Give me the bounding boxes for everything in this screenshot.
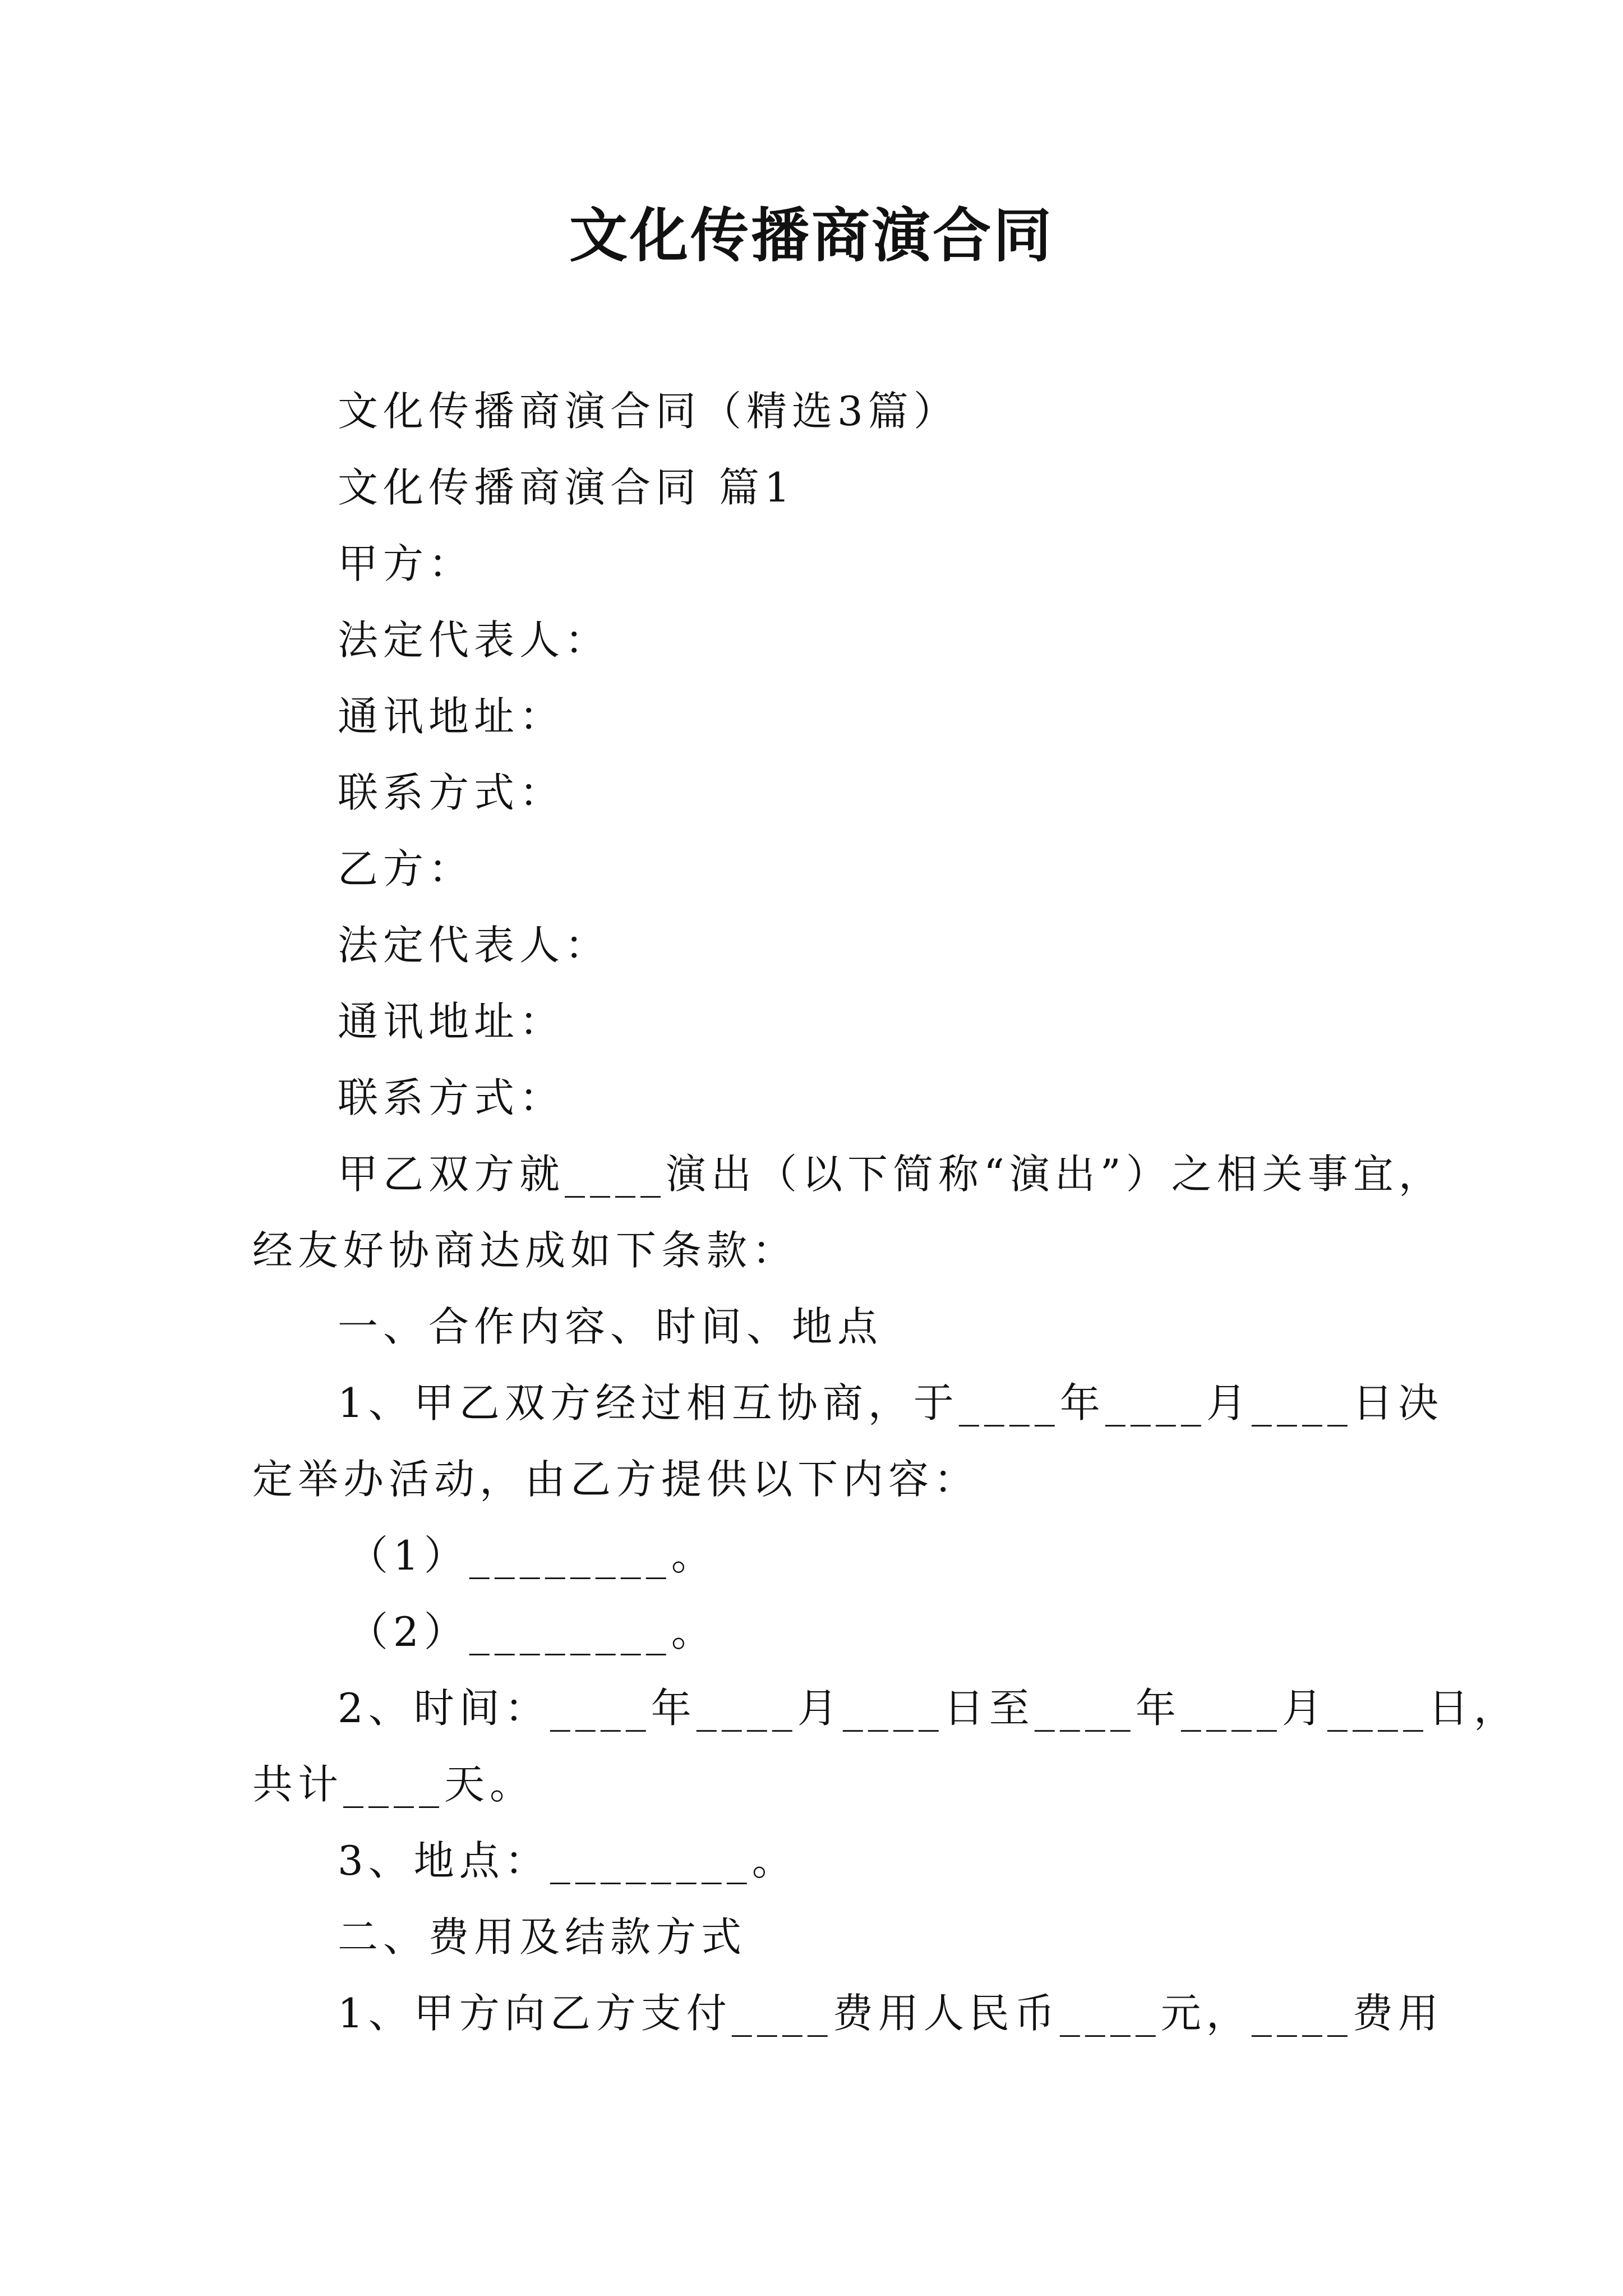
party-a-legal-rep: 法定代表人： [338, 616, 611, 664]
party-b-label: 乙方： [338, 845, 474, 892]
paragraph-intro-line1: 甲乙双方就____演出（以下简称“演出”）之相关事宜， [338, 1151, 1444, 1198]
content-item-1: （1）________。 [348, 1532, 717, 1579]
document-subtitle: 文化传播商演合同（精选3篇） [338, 388, 959, 435]
party-b-legal-rep: 法定代表人： [338, 922, 611, 969]
clause-heading-1: 一、合作内容、时间、地点 [338, 1303, 883, 1350]
clause-1-2-line2: 共计____天。 [252, 1761, 536, 1808]
clause-1-3: 3、地点：________。 [338, 1837, 797, 1884]
section-heading-part1: 文化传播商演合同 篇1 [338, 464, 795, 511]
clause-1-1-line1: 1、甲乙双方经过相互协商，于____年____月____日决 [338, 1379, 1444, 1427]
clause-1-1-line2: 定举办活动，由乙方提供以下内容： [252, 1456, 980, 1503]
party-a-label: 甲方： [338, 540, 474, 587]
party-a-address: 通讯地址： [338, 693, 565, 740]
party-b-address: 通讯地址： [338, 998, 565, 1045]
party-a-contact: 联系方式： [338, 769, 565, 816]
paragraph-intro-line2: 经友好协商达成如下条款： [252, 1227, 798, 1274]
document-title: 文化传播商演合同 [569, 201, 1054, 270]
clause-2-1-line1: 1、甲方向乙方支付____费用人民币____元，____费用 [338, 1990, 1444, 2037]
content-item-2: （2）________。 [348, 1608, 717, 1655]
clause-1-2-line1: 2、时间：____年____月____日至____年____月____日， [338, 1685, 1519, 1732]
clause-heading-2: 二、费用及结款方式 [338, 1913, 747, 1961]
party-b-contact: 联系方式： [338, 1074, 565, 1121]
